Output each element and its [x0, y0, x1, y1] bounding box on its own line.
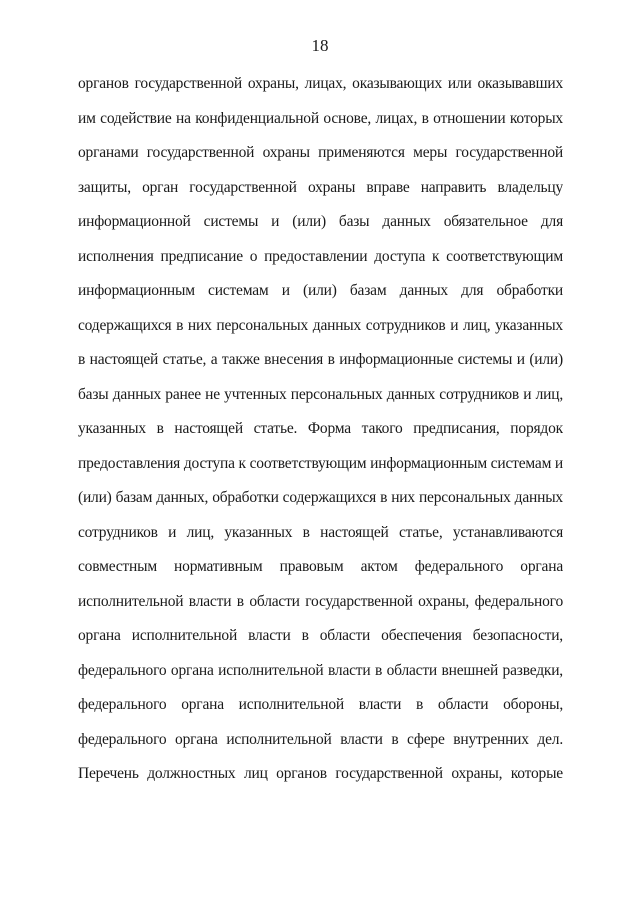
- text-line: органов государственной охраны, лицах, оказывающих или оказывавших: [78, 75, 563, 92]
- text-line: указанных в настоящей статье. Форма такого предписания, порядок: [78, 420, 563, 437]
- text-line: Перечень должностных лиц органов государственной охраны, которые: [78, 765, 563, 782]
- text-line: содержащихся в них персональных данных сотрудников и лиц, указанных: [78, 316, 563, 334]
- text-line: защиты, орган государственной охраны вправе направить владельцу: [78, 178, 563, 196]
- text-line: исполнения предписание о предоставлении доступа к соответствующим: [78, 247, 563, 265]
- text-line: федерального органа исполнительной власти в области обороны,: [78, 696, 563, 713]
- text-line: информационной системы и (или) базы данных обязательное для: [78, 213, 563, 230]
- text-line: органами государственной охраны применяются меры государственной: [78, 144, 563, 161]
- text-line: предоставления доступа к соответствующим информационным системам и: [78, 454, 563, 472]
- text-line: сотрудников и лиц, указанных в настоящей статье, устанавливаются: [78, 523, 563, 541]
- text-line: органа исполнительной власти в области обеспечения безопасности,: [78, 627, 563, 644]
- text-line: исполнительной власти в области государственной охраны, федерального: [78, 592, 563, 610]
- text-line: совместным нормативным правовым актом федерального органа: [78, 558, 563, 575]
- text-line: информационным системам и (или) базам данных для обработки: [78, 282, 563, 299]
- text-line: федерального органа исполнительной власти в области внешней разведки,: [78, 661, 563, 679]
- text-line: в настоящей статье, а также внесения в информационные системы и (или): [78, 351, 563, 368]
- text-line: базы данных ранее не учтенных персональных данных сотрудников и лиц,: [78, 385, 563, 403]
- text-line: федерального органа исполнительной власти в сфере внутренних дел.: [78, 730, 563, 748]
- page-number: 18: [311, 36, 329, 55]
- body-text: [78, 67, 563, 792]
- text-line: им содействие на конфиденциальной основе, лицах, в отношении которых: [78, 109, 563, 127]
- text-line: (или) базам данных, обработки содержащихся в них персональных данных: [78, 489, 563, 506]
